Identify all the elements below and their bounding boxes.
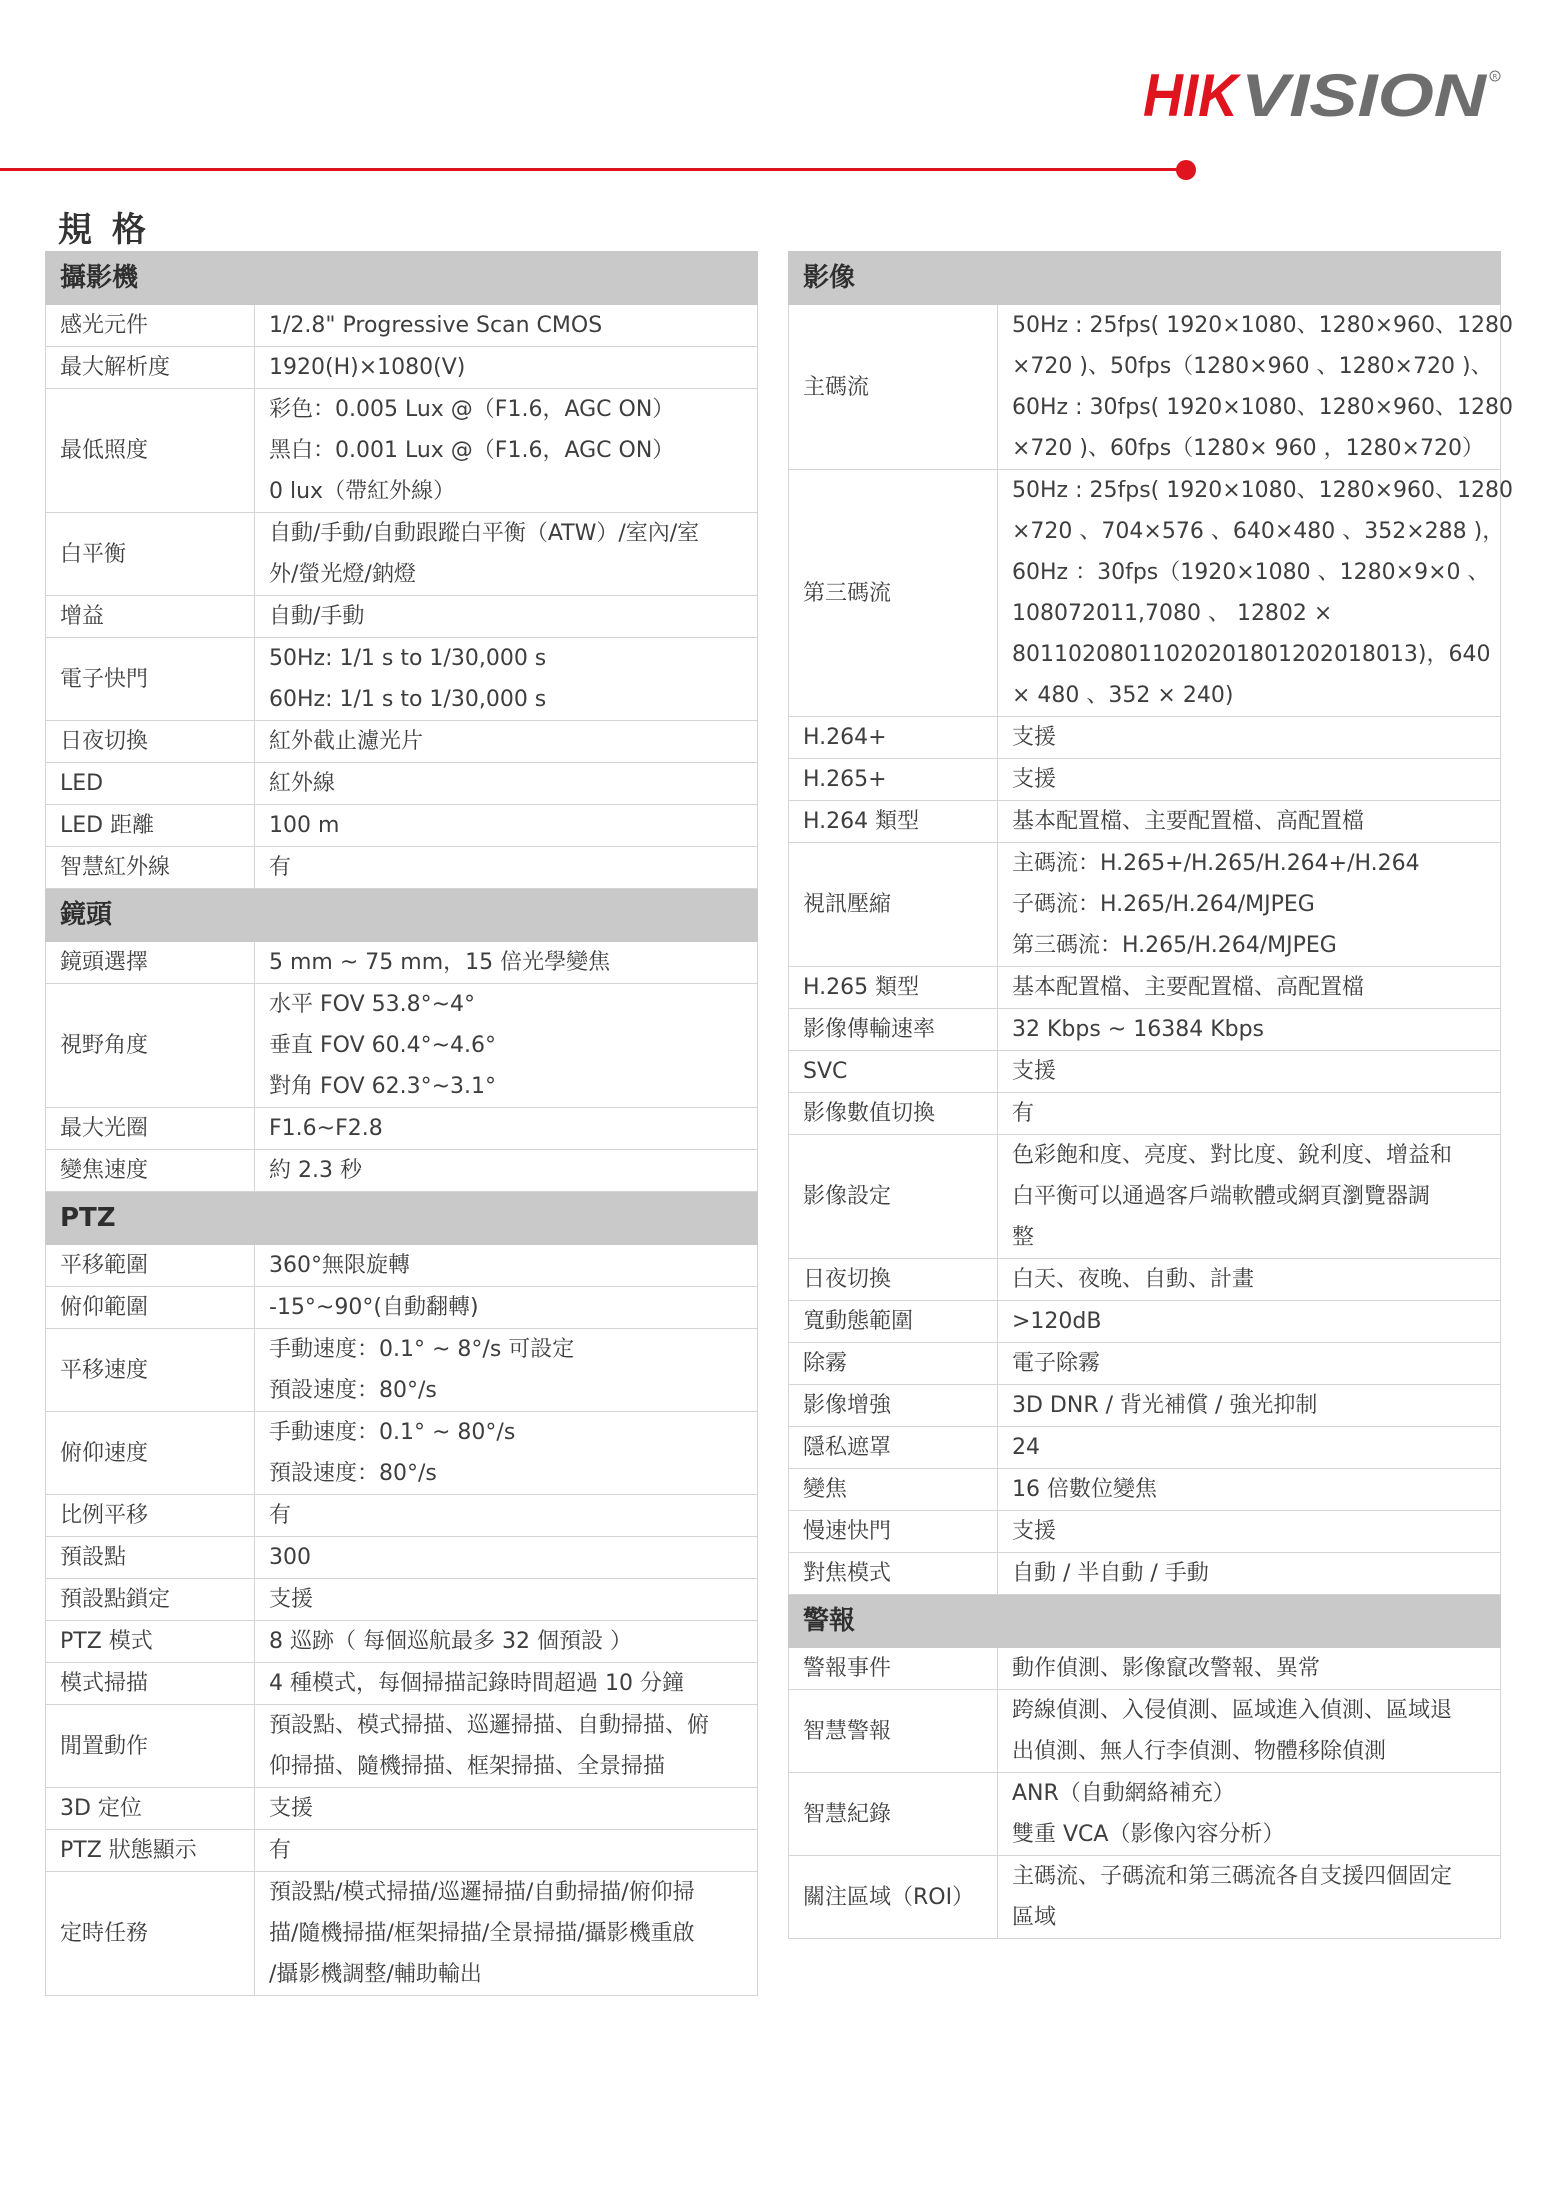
spec-value-line: 50Hz : 25fps( 1920×1080、1280×960、1280	[1012, 313, 1514, 338]
spec-value-line: 1920(H)×1080(V)	[269, 355, 466, 380]
spec-row	[789, 1135, 1501, 1259]
spec-row	[789, 1385, 1501, 1427]
spec-label: 影像增強	[789, 1385, 998, 1427]
spec-value	[998, 1856, 1501, 1939]
hikvision-logo	[1143, 60, 1503, 132]
spec-label: 定時任務	[46, 1872, 255, 1996]
spec-row	[46, 1108, 758, 1150]
spec-label: 視訊壓縮	[789, 843, 998, 967]
spec-row	[789, 843, 1501, 967]
spec-value	[255, 389, 758, 513]
spec-value-line: 基本配置檔、主要配置檔、高配置檔	[1012, 809, 1365, 834]
spec-value-line: 有	[1012, 1101, 1035, 1126]
spec-value-line: 5 mm ~ 75 mm，15 倍光學變焦	[269, 950, 611, 975]
spec-value-line: 自動/手動	[269, 604, 365, 629]
spec-value	[998, 1343, 1501, 1385]
spec-value	[255, 1108, 758, 1150]
spec-value	[998, 1051, 1501, 1093]
spec-value-line: /攝影機調整/輔助輸出	[269, 1962, 482, 1987]
spec-value-line: 100 m	[269, 813, 340, 838]
spec-value	[255, 1872, 758, 1996]
spec-value-line: 預設點/模式掃描/巡邏掃描/自動掃描/俯仰掃	[269, 1880, 695, 1905]
spec-value-line: 50Hz: 1/1 s to 1/30,000 s	[269, 646, 547, 671]
spec-value	[998, 1469, 1501, 1511]
spec-label: H.265+	[789, 759, 998, 801]
spec-row	[46, 1412, 758, 1495]
spec-value-line: 80110208011020201801202018013)，640	[1012, 642, 1491, 667]
spec-value-line: 1/2.8" Progressive Scan CMOS	[269, 313, 603, 338]
spec-label: 智慧紀錄	[789, 1773, 998, 1856]
spec-row	[46, 721, 758, 763]
spec-value	[998, 759, 1501, 801]
spec-value	[255, 1412, 758, 1495]
spec-value-line: 手動速度：0.1° ~ 8°/s 可設定	[269, 1337, 575, 1362]
spec-value-line: 支援	[269, 1587, 314, 1612]
spec-row	[789, 1511, 1501, 1553]
spec-row	[46, 1287, 758, 1329]
spec-value	[255, 1621, 758, 1663]
spec-value	[255, 1495, 758, 1537]
spec-value-line: ×720 )、50fps（1280×960 、1280×720 )、	[1012, 354, 1493, 379]
spec-value-line: 3D DNR / 背光補償 / 強光抑制	[1012, 1393, 1318, 1418]
spec-row	[46, 1495, 758, 1537]
spec-value	[255, 1329, 758, 1412]
spec-label: LED	[46, 763, 255, 805]
spec-row	[46, 1830, 758, 1872]
spec-value-line: 區域	[1012, 1905, 1057, 1930]
spec-row	[46, 1579, 758, 1621]
spec-value	[255, 305, 758, 347]
spec-row	[46, 1705, 758, 1788]
spec-value-line: 描/隨機掃描/框架掃描/全景掃描/攝影機重啟	[269, 1921, 695, 1946]
spec-label: 閒置動作	[46, 1705, 255, 1788]
spec-value-line: 預設速度：80°/s	[269, 1461, 437, 1486]
spec-value-line: 有	[269, 1503, 292, 1528]
spec-label: 比例平移	[46, 1495, 255, 1537]
section-header	[46, 1192, 758, 1245]
spec-value	[255, 721, 758, 763]
spec-label: H.264+	[789, 717, 998, 759]
spec-label: 最大解析度	[46, 347, 255, 389]
spec-label: 智慧紅外線	[46, 847, 255, 889]
spec-row	[789, 1051, 1501, 1093]
spec-value	[255, 1830, 758, 1872]
spec-label: 除霧	[789, 1343, 998, 1385]
header-divider-dot	[1176, 160, 1196, 180]
spec-value-line: 有	[269, 1838, 292, 1863]
spec-value	[998, 1553, 1501, 1595]
spec-value-line: 108072011,7080 、 12802 ×	[1012, 601, 1333, 626]
spec-value	[255, 763, 758, 805]
spec-value-line: 白平衡可以通過客戶端軟體或網頁瀏覽器調	[1012, 1184, 1431, 1209]
spec-value-line: 紅外截止濾光片	[269, 729, 424, 754]
section-title: 攝影機	[46, 252, 758, 305]
spec-value-line: 有	[269, 855, 292, 880]
spec-row	[46, 1872, 758, 1996]
spec-value-line: 整	[1012, 1225, 1035, 1250]
spec-label: 3D 定位	[46, 1788, 255, 1830]
spec-value-line: -15°~90°(自動翻轉)	[269, 1295, 479, 1320]
svg-text:HIK: HIK	[1143, 62, 1242, 129]
spec-value-line: 4 種模式，每個掃描記錄時間超過 10 分鐘	[269, 1671, 684, 1696]
spec-value	[255, 1245, 758, 1287]
spec-value	[255, 1537, 758, 1579]
spec-label: 感光元件	[46, 305, 255, 347]
spec-label: 變焦	[789, 1469, 998, 1511]
spec-value	[998, 1773, 1501, 1856]
spec-value-line: 自動/手動/自動跟蹤白平衡（ATW）/室內/室	[269, 521, 700, 546]
spec-row	[46, 596, 758, 638]
spec-row	[789, 1856, 1501, 1939]
spec-row	[46, 763, 758, 805]
spec-value-line: 60Hz ：30fps（1920×1080 、1280×9×0 、	[1012, 560, 1490, 585]
spec-value	[998, 717, 1501, 759]
spec-value-line: 支援	[1012, 767, 1057, 792]
spec-value	[255, 596, 758, 638]
spec-row	[46, 513, 758, 596]
spec-row	[789, 1690, 1501, 1773]
spec-row	[46, 805, 758, 847]
spec-value	[998, 1511, 1501, 1553]
spec-row	[46, 347, 758, 389]
spec-label: LED 距離	[46, 805, 255, 847]
spec-label: 影像設定	[789, 1135, 998, 1259]
spec-value-line: 垂直 FOV 60.4°~4.6°	[269, 1033, 497, 1058]
spec-row	[46, 984, 758, 1108]
spec-value-line: 300	[269, 1545, 311, 1570]
section-title: 鏡頭	[46, 889, 758, 942]
spec-label: 視野角度	[46, 984, 255, 1108]
spec-row	[789, 1553, 1501, 1595]
spec-label: SVC	[789, 1051, 998, 1093]
spec-value-line: 50Hz : 25fps( 1920×1080、1280×960、1280	[1012, 478, 1514, 503]
spec-value-line: 16 倍數位變焦	[1012, 1477, 1157, 1502]
spec-value-line: 雙重 VCA（影像內容分析）	[1012, 1822, 1285, 1847]
spec-row	[46, 1329, 758, 1412]
spec-value-line: 60Hz : 30fps( 1920×1080、1280×960、1280	[1012, 395, 1514, 420]
spec-value	[255, 1705, 758, 1788]
spec-value	[998, 1009, 1501, 1051]
section-header	[789, 1595, 1501, 1648]
spec-value-line: 0 lux（帶紅外線）	[269, 479, 456, 504]
spec-value-line: 動作偵測、影像竄改警報、異常	[1012, 1656, 1321, 1681]
spec-value-line: 跨線偵測、入侵偵測、區域進入偵測、區域退	[1012, 1698, 1453, 1723]
spec-value-line: 60Hz: 1/1 s to 1/30,000 s	[269, 687, 547, 712]
spec-value	[255, 1788, 758, 1830]
spec-label: 平移速度	[46, 1329, 255, 1412]
spec-row	[789, 1773, 1501, 1856]
spec-row	[46, 1788, 758, 1830]
spec-row	[789, 305, 1501, 470]
spec-value	[255, 1579, 758, 1621]
spec-label: 變焦速度	[46, 1150, 255, 1192]
spec-row	[789, 1301, 1501, 1343]
spec-label: 電子快門	[46, 638, 255, 721]
spec-row	[46, 1537, 758, 1579]
spec-value-line: 基本配置檔、主要配置檔、高配置檔	[1012, 975, 1365, 1000]
spec-row	[46, 305, 758, 347]
spec-label: 隱私遮罩	[789, 1427, 998, 1469]
spec-label: 影像傳輸速率	[789, 1009, 998, 1051]
spec-value	[255, 513, 758, 596]
spec-value-line: 支援	[269, 1796, 314, 1821]
spec-value	[998, 1259, 1501, 1301]
spec-row	[46, 942, 758, 984]
spec-value	[998, 843, 1501, 967]
spec-value-line: 手動速度：0.1° ~ 80°/s	[269, 1420, 516, 1445]
spec-value-line: × 480 、352 × 240)	[1012, 683, 1234, 708]
spec-value	[255, 638, 758, 721]
spec-value-line: 主碼流：H.265+/H.265/H.264+/H.264	[1012, 851, 1420, 876]
spec-value-line: 子碼流：H.265/H.264/MJPEG	[1012, 892, 1315, 917]
section-title: 影像	[789, 252, 1501, 305]
spec-value	[998, 1690, 1501, 1773]
spec-value	[998, 1093, 1501, 1135]
spec-label: PTZ 模式	[46, 1621, 255, 1663]
spec-label: 白平衡	[46, 513, 255, 596]
svg-text:R: R	[1492, 73, 1498, 81]
spec-label: 警報事件	[789, 1648, 998, 1690]
spec-value	[255, 984, 758, 1108]
spec-row	[46, 1150, 758, 1192]
spec-value-line: F1.6~F2.8	[269, 1116, 383, 1141]
spec-value-line: 支援	[1012, 1059, 1057, 1084]
spec-value	[998, 305, 1514, 470]
spec-value	[998, 1648, 1501, 1690]
spec-value-line: 8 巡跡（ 每個巡航最多 32 個預設 ）	[269, 1629, 632, 1654]
spec-value	[998, 1135, 1501, 1259]
page-title: 規 格	[58, 210, 150, 250]
spec-row	[789, 1343, 1501, 1385]
spec-value-line: 外/螢光燈/鈉燈	[269, 562, 416, 587]
spec-value-line: 支援	[1012, 725, 1057, 750]
spec-row	[46, 1621, 758, 1663]
spec-value-line: 出偵測、無人行李偵測、物體移除偵測	[1012, 1739, 1387, 1764]
section-header	[789, 252, 1501, 305]
spec-label: 第三碼流	[789, 470, 998, 717]
spec-row	[46, 389, 758, 513]
spec-row	[46, 1663, 758, 1705]
spec-label: H.265 類型	[789, 967, 998, 1009]
spec-row	[46, 638, 758, 721]
spec-label: 預設點	[46, 1537, 255, 1579]
spec-label: 最大光圈	[46, 1108, 255, 1150]
spec-row	[789, 1009, 1501, 1051]
section-title: 警報	[789, 1595, 1501, 1648]
spec-row	[789, 1093, 1501, 1135]
spec-value-line: 360°無限旋轉	[269, 1253, 410, 1278]
spec-table-right	[788, 251, 1514, 1939]
spec-row	[789, 801, 1501, 843]
spec-label: 模式掃描	[46, 1663, 255, 1705]
spec-table-left	[45, 251, 758, 1996]
spec-row	[789, 1648, 1501, 1690]
spec-value-line: 彩色：0.005 Lux @（F1.6，AGC ON）	[269, 397, 675, 422]
section-title: PTZ	[46, 1192, 758, 1245]
spec-value	[255, 347, 758, 389]
spec-row	[789, 1259, 1501, 1301]
spec-label: 日夜切換	[789, 1259, 998, 1301]
spec-value-line: 約 2.3 秒	[269, 1158, 362, 1183]
spec-label: 平移範圍	[46, 1245, 255, 1287]
spec-value-line: 自動 / 半自動 / 手動	[1012, 1561, 1209, 1586]
spec-value-line: 對角 FOV 62.3°~3.1°	[269, 1074, 497, 1099]
spec-label: 鏡頭選擇	[46, 942, 255, 984]
spec-label: 日夜切換	[46, 721, 255, 763]
spec-row	[46, 1245, 758, 1287]
spec-value-line: 白天、夜晚、自動、計畫	[1012, 1267, 1255, 1292]
spec-label: 主碼流	[789, 305, 998, 470]
spec-label: 最低照度	[46, 389, 255, 513]
spec-value	[255, 805, 758, 847]
spec-value	[998, 801, 1501, 843]
spec-label: 寬動態範圍	[789, 1301, 998, 1343]
spec-row	[789, 1469, 1501, 1511]
spec-row	[46, 847, 758, 889]
spec-label: 智慧警報	[789, 1690, 998, 1773]
section-header	[46, 889, 758, 942]
spec-row	[789, 717, 1501, 759]
spec-label: H.264 類型	[789, 801, 998, 843]
spec-value-line: 紅外線	[269, 771, 336, 796]
section-header	[46, 252, 758, 305]
spec-label: 對焦模式	[789, 1553, 998, 1595]
header-divider-line	[0, 168, 1178, 171]
spec-label: PTZ 狀態顯示	[46, 1830, 255, 1872]
spec-label: 慢速快門	[789, 1511, 998, 1553]
svg-text:VISION: VISION	[1241, 62, 1488, 129]
spec-value-line: 第三碼流：H.265/H.264/MJPEG	[1012, 933, 1337, 958]
spec-value	[998, 470, 1514, 717]
spec-row	[789, 967, 1501, 1009]
spec-value-line: 支援	[1012, 1519, 1057, 1544]
spec-value-line: 仰掃描、隨機掃描、框架掃描、全景掃描	[269, 1754, 666, 1779]
spec-value	[255, 847, 758, 889]
spec-label: 俯仰範圍	[46, 1287, 255, 1329]
spec-value-line: 水平 FOV 53.8°~4°	[269, 992, 476, 1017]
spec-value-line: 黑白：0.001 Lux @（F1.6，AGC ON）	[269, 438, 675, 463]
spec-value-line: 主碼流、子碼流和第三碼流各自支援四個固定	[1012, 1864, 1453, 1889]
spec-value-line: 色彩飽和度、亮度、對比度、銳利度、增益和	[1012, 1143, 1453, 1168]
spec-label: 俯仰速度	[46, 1412, 255, 1495]
spec-value	[998, 1301, 1501, 1343]
spec-value-line: 預設點、模式掃描、巡邏掃描、自動掃描、俯	[269, 1713, 710, 1738]
spec-value-line: >120dB	[1012, 1309, 1102, 1334]
spec-value-line: 預設速度：80°/s	[269, 1378, 437, 1403]
spec-row	[789, 1427, 1501, 1469]
spec-value-line: 電子除霧	[1012, 1351, 1101, 1376]
spec-value	[255, 1150, 758, 1192]
spec-value	[998, 967, 1501, 1009]
spec-value-line: ANR（自動網絡補充）	[1012, 1781, 1235, 1806]
spec-row	[789, 759, 1501, 801]
spec-label: 增益	[46, 596, 255, 638]
spec-value	[255, 1287, 758, 1329]
spec-value-line: 32 Kbps ~ 16384 Kbps	[1012, 1017, 1265, 1042]
spec-row	[789, 470, 1501, 717]
spec-value-line: ×720 )、60fps（1280× 960 ，1280×720）	[1012, 436, 1484, 461]
spec-value	[998, 1427, 1501, 1469]
spec-value	[255, 1663, 758, 1705]
spec-label: 預設點鎖定	[46, 1579, 255, 1621]
spec-value	[998, 1385, 1501, 1427]
spec-label: 關注區域（ROI）	[789, 1856, 998, 1939]
spec-value	[255, 942, 758, 984]
spec-value-line: 24	[1012, 1435, 1040, 1460]
spec-label: 影像數值切換	[789, 1093, 998, 1135]
spec-value-line: ×720 、704×576 、640×480 、352×288 )，	[1012, 519, 1505, 544]
